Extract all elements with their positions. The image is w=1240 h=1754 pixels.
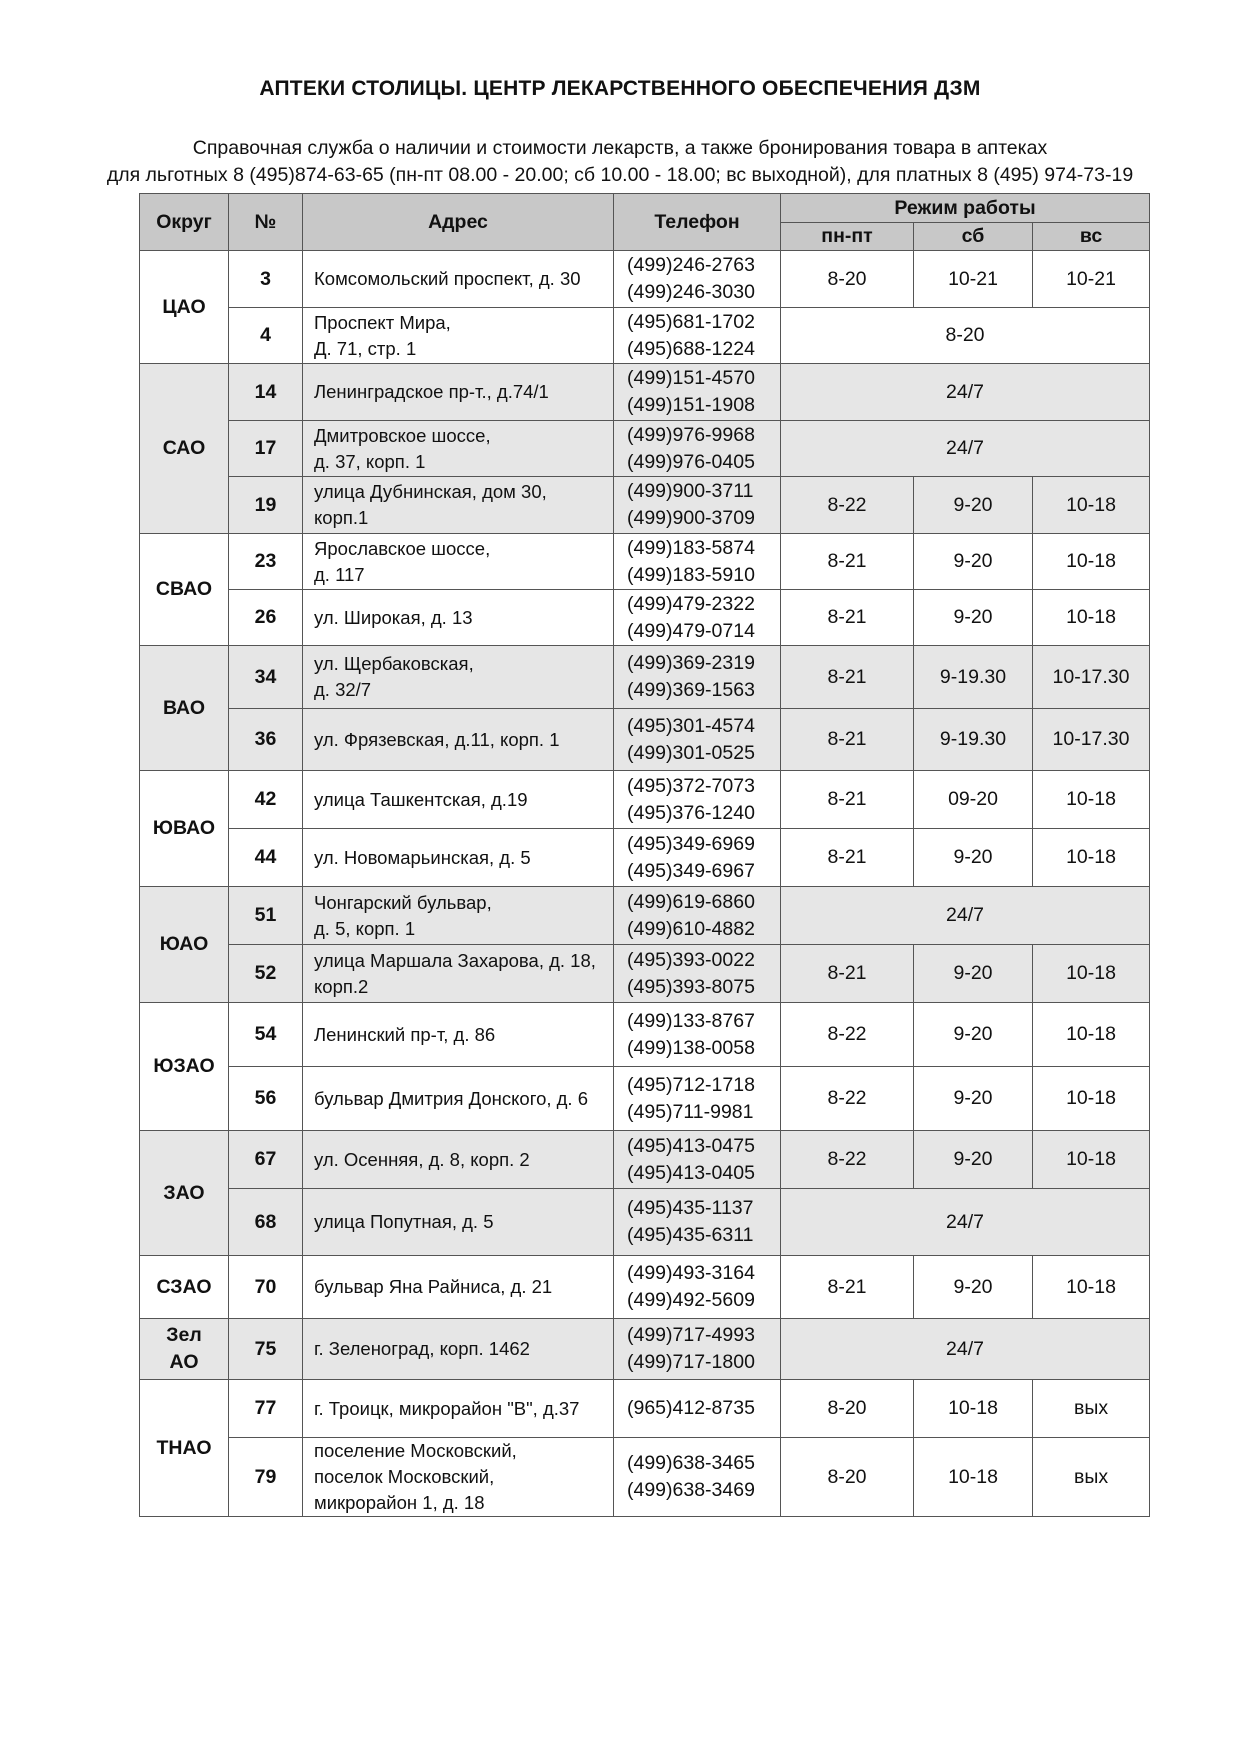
table-row	[140, 1003, 1150, 1067]
phone-number[interactable]: (499)369-2319	[627, 652, 755, 674]
schedule-weekdays: 8-20	[781, 1438, 914, 1517]
phone-number[interactable]: (495)435-6311	[627, 1224, 754, 1246]
schedule-sunday: 10-18	[1033, 829, 1150, 887]
phone-cell	[614, 887, 781, 945]
address-cell: бульвар Яна Райниса, д. 21	[303, 1256, 614, 1319]
pharmacy-number: 3	[229, 251, 303, 308]
pharmacy-number: 54	[229, 1003, 303, 1067]
address-cell: улица Ташкентская, д.19	[303, 771, 614, 829]
schedule-sunday: 10-18	[1033, 771, 1150, 829]
address-cell: Проспект Мира, Д. 71, стр. 1	[303, 308, 614, 364]
header-saturday: сб	[914, 223, 1033, 251]
schedule-all-days: 24/7	[781, 1189, 1150, 1256]
phone-number[interactable]: (499)151-4570	[627, 367, 755, 389]
header-sunday: вс	[1033, 223, 1150, 251]
address-cell: бульвар Дмитрия Донского, д. 6	[303, 1067, 614, 1131]
phone-number[interactable]: (495)413-0405	[627, 1161, 755, 1184]
phone-number[interactable]: (499)900-3709	[627, 507, 755, 529]
address-cell: улица Попутная, д. 5	[303, 1189, 614, 1256]
phone-number[interactable]: (495)413-0475	[627, 1134, 755, 1157]
table-row	[140, 771, 1150, 829]
schedule-weekdays: 8-20	[781, 251, 914, 308]
schedule-weekdays: 8-21	[781, 1256, 914, 1319]
schedule-saturday: 9-20	[914, 1131, 1033, 1189]
okrug-cell: СЗАО	[140, 1256, 229, 1319]
header-schedule: Режим работы	[781, 194, 1150, 223]
phone-cell	[614, 477, 781, 534]
address-cell: Ярославское шоссе, д. 117	[303, 534, 614, 590]
address-cell: Чонгарский бульвар, д. 5, корп. 1	[303, 887, 614, 945]
subtitle-line-1: Справочная служба о наличии и стоимости лекарств, а также бронирования товара в аптеках	[192, 137, 1048, 159]
phone-number[interactable]: (499)138-0058	[627, 1036, 755, 1059]
table-row	[140, 1067, 1150, 1131]
schedule-saturday: 9-20	[914, 590, 1033, 646]
phone-cell	[614, 251, 781, 308]
schedule-all-days: 24/7	[781, 887, 1150, 945]
header-number: №	[229, 194, 303, 251]
schedule-sunday: 10-18	[1033, 1003, 1150, 1067]
table-row	[140, 1438, 1150, 1517]
pharmacy-number: 14	[229, 364, 303, 421]
table-row	[140, 1380, 1150, 1438]
phone-number[interactable]: (499)638-3465	[627, 1452, 755, 1474]
schedule-sunday: 10-18	[1033, 477, 1150, 534]
schedule-saturday: 10-21	[914, 251, 1033, 308]
schedule-saturday: 09-20	[914, 771, 1033, 829]
schedule-weekdays: 8-21	[781, 534, 914, 590]
pharmacy-number: 51	[229, 887, 303, 945]
phone-number[interactable]: (499)183-5874	[627, 536, 755, 559]
okrug-cell: ЗАО	[140, 1131, 229, 1256]
table-body	[140, 251, 1150, 1517]
address-cell: Дмитровское шоссе, д. 37, корп. 1	[303, 421, 614, 477]
pharmacy-number: 44	[229, 829, 303, 887]
phone-number[interactable]: (499)133-8767	[627, 1009, 755, 1032]
table-row	[140, 945, 1150, 1003]
schedule-saturday: 9-20	[914, 945, 1033, 1003]
phone-number[interactable]: (495)393-0022	[627, 948, 755, 971]
phone-cell	[614, 945, 781, 1003]
phone-cell	[614, 1256, 781, 1319]
phone-cell	[614, 590, 781, 646]
schedule-saturday: 9-20	[914, 829, 1033, 887]
schedule-sunday: вых	[1033, 1438, 1150, 1517]
phone-number[interactable]: (499)717-4993	[627, 1324, 755, 1346]
schedule-saturday: 10-18	[914, 1380, 1033, 1438]
schedule-saturday: 9-20	[914, 477, 1033, 534]
pharmacy-number: 75	[229, 1319, 303, 1380]
schedule-saturday: 9-20	[914, 1067, 1033, 1131]
table-row	[140, 251, 1150, 308]
table-row	[140, 1319, 1150, 1380]
schedule-sunday: 10-18	[1033, 1067, 1150, 1131]
phone-number[interactable]: (499)479-0714	[627, 619, 755, 642]
okrug-cell: САО	[140, 364, 229, 534]
phone-cell	[614, 709, 781, 771]
schedule-all-days: 24/7	[781, 1319, 1150, 1380]
phone-cell	[614, 308, 781, 364]
address-cell: г. Троицк, микрорайон "В", д.37	[303, 1380, 614, 1438]
pharmacy-number: 77	[229, 1380, 303, 1438]
table-row	[140, 709, 1150, 771]
phone-cell	[614, 534, 781, 590]
pharmacy-number: 52	[229, 945, 303, 1003]
table-row	[140, 829, 1150, 887]
schedule-sunday: 10-17.30	[1033, 709, 1150, 771]
page-title: АПТЕКИ СТОЛИЦЫ. ЦЕНТР ЛЕКАРСТВЕННОГО ОБЕСПЕЧЕНИЯ ДЗМ	[259, 77, 981, 100]
pharmacy-number: 4	[229, 308, 303, 364]
phone-number[interactable]: (499)976-9968	[627, 423, 755, 446]
table-row	[140, 590, 1150, 646]
phone-number[interactable]: (499)301-0525	[627, 741, 755, 764]
pharmacy-number: 17	[229, 421, 303, 477]
phone-cell	[614, 1131, 781, 1189]
schedule-sunday: 10-18	[1033, 1131, 1150, 1189]
phone-number[interactable]: (495)681-1702	[627, 310, 755, 333]
header-weekdays: пн-пт	[781, 223, 914, 251]
schedule-sunday: 10-18	[1033, 534, 1150, 590]
schedule-sunday: 10-18	[1033, 945, 1150, 1003]
schedule-saturday: 9-19.30	[914, 646, 1033, 709]
phone-number[interactable]: (495)435-1137	[627, 1197, 754, 1219]
schedule-weekdays: 8-21	[781, 829, 914, 887]
schedule-saturday: 9-20	[914, 1256, 1033, 1319]
table-row	[140, 887, 1150, 945]
schedule-weekdays: 8-21	[781, 590, 914, 646]
pharmacy-number: 36	[229, 709, 303, 771]
phone-number[interactable]: (499)717-1800	[627, 1351, 755, 1373]
phone-cell	[614, 646, 781, 709]
schedule-weekdays: 8-22	[781, 1003, 914, 1067]
address-cell: ул. Широкая, д. 13	[303, 590, 614, 646]
subtitle-line-2: для льготных 8 (495)874-63-65 (пн-пт 08.00 - 20.00; сб 10.00 - 18.00; вс выходной), для платных 8 (495) 974-73-19	[106, 164, 1134, 186]
phone-number[interactable]: (495)688-1224	[627, 337, 755, 360]
pharmacy-number: 79	[229, 1438, 303, 1517]
header-phone: Телефон	[614, 194, 781, 251]
phone-number[interactable]: (965)412-8735	[627, 1397, 755, 1419]
schedule-all-days: 8-20	[781, 308, 1150, 364]
table-row	[140, 1189, 1150, 1256]
pharmacy-number: 26	[229, 590, 303, 646]
phone-number[interactable]: (499)638-3469	[627, 1479, 755, 1501]
table-row	[140, 1131, 1150, 1189]
header-address: Адрес	[303, 194, 614, 251]
schedule-saturday: 9-19.30	[914, 709, 1033, 771]
schedule-sunday: 10-18	[1033, 1256, 1150, 1319]
phone-number[interactable]: (499)246-2763	[627, 254, 755, 276]
schedule-sunday: 10-21	[1033, 251, 1150, 308]
schedule-saturday: 9-20	[914, 1003, 1033, 1067]
pharmacy-number: 70	[229, 1256, 303, 1319]
phone-number[interactable]: (495)301-4574	[627, 714, 755, 737]
pharmacy-number: 23	[229, 534, 303, 590]
phone-cell	[614, 1438, 781, 1517]
schedule-weekdays: 8-22	[781, 1131, 914, 1189]
phone-cell	[614, 1319, 781, 1380]
address-cell: ул. Фрязевская, д.11, корп. 1	[303, 709, 614, 771]
phone-number[interactable]: (495)376-1240	[627, 801, 755, 824]
schedule-weekdays: 8-21	[781, 771, 914, 829]
phone-number[interactable]: (499)151-1908	[627, 394, 755, 416]
okrug-cell: ЮВАО	[140, 771, 229, 887]
phone-cell	[614, 771, 781, 829]
schedule-sunday: 10-17.30	[1033, 646, 1150, 709]
table-row	[140, 534, 1150, 590]
pharmacy-number: 34	[229, 646, 303, 709]
phone-number[interactable]: (495)349-6969	[627, 832, 755, 855]
address-cell: улица Маршала Захарова, д. 18, корп.2	[303, 945, 614, 1003]
okrug-cell: Зел АО	[140, 1319, 229, 1380]
pharmacy-number: 67	[229, 1131, 303, 1189]
address-cell: г. Зеленоград, корп. 1462	[303, 1319, 614, 1380]
pharmacy-number: 56	[229, 1067, 303, 1131]
table-row	[140, 1256, 1150, 1319]
address-cell: Ленинградское пр-т., д.74/1	[303, 364, 614, 421]
table-row	[140, 364, 1150, 421]
schedule-weekdays: 8-20	[781, 1380, 914, 1438]
okrug-cell: ТНАО	[140, 1380, 229, 1517]
schedule-sunday: 10-18	[1033, 590, 1150, 646]
phone-number[interactable]: (495)393-8075	[627, 975, 755, 998]
table-row	[140, 646, 1150, 709]
phone-number[interactable]: (495)349-6967	[627, 859, 755, 882]
phone-cell	[614, 829, 781, 887]
pharmacy-table	[139, 193, 1150, 1517]
phone-number[interactable]: (495)711-9981	[627, 1100, 754, 1123]
phone-cell	[614, 1380, 781, 1438]
pharmacy-number: 19	[229, 477, 303, 534]
phone-number[interactable]: (495)712-1718	[627, 1073, 755, 1096]
pharmacy-number: 68	[229, 1189, 303, 1256]
okrug-cell: ЮЗАО	[140, 1003, 229, 1131]
phone-number[interactable]: (499)492-5609	[627, 1289, 755, 1311]
address-cell: ул. Осенняя, д. 8, корп. 2	[303, 1131, 614, 1189]
okrug-cell: ЮАО	[140, 887, 229, 1003]
phone-cell	[614, 364, 781, 421]
table-row	[140, 308, 1150, 364]
address-cell: Ленинский пр-т, д. 86	[303, 1003, 614, 1067]
header-okrug: Округ	[140, 194, 229, 251]
okrug-cell: ЦАО	[140, 251, 229, 364]
phone-cell	[614, 1003, 781, 1067]
phone-number[interactable]: (499)246-3030	[627, 281, 755, 303]
schedule-saturday: 10-18	[914, 1438, 1033, 1517]
address-cell: улица Дубнинская, дом 30, корп.1	[303, 477, 614, 534]
schedule-all-days: 24/7	[781, 364, 1150, 421]
phone-number[interactable]: (499)493-3164	[627, 1262, 755, 1284]
schedule-weekdays: 8-21	[781, 646, 914, 709]
phone-number[interactable]: (499)900-3711	[627, 480, 754, 502]
schedule-weekdays: 8-21	[781, 945, 914, 1003]
schedule-saturday: 9-20	[914, 534, 1033, 590]
schedule-all-days: 24/7	[781, 421, 1150, 477]
phone-number[interactable]: (499)610-4882	[627, 917, 755, 940]
okrug-cell: ВАО	[140, 646, 229, 771]
okrug-cell: СВАО	[140, 534, 229, 646]
phone-cell	[614, 421, 781, 477]
phone-number[interactable]: (499)976-0405	[627, 450, 755, 473]
address-cell: ул. Щербаковская, д. 32/7	[303, 646, 614, 709]
phone-cell	[614, 1067, 781, 1131]
phone-cell	[614, 1189, 781, 1256]
address-cell: Комсомольский проспект, д. 30	[303, 251, 614, 308]
table-row	[140, 477, 1150, 534]
phone-number[interactable]: (495)372-7073	[627, 774, 755, 797]
schedule-weekdays: 8-22	[781, 477, 914, 534]
schedule-weekdays: 8-21	[781, 709, 914, 771]
phone-number[interactable]: (499)619-6860	[627, 890, 755, 913]
pharmacy-number: 42	[229, 771, 303, 829]
table-row	[140, 421, 1150, 477]
phone-number[interactable]: (499)183-5910	[627, 563, 755, 586]
phone-number[interactable]: (499)479-2322	[627, 592, 755, 615]
phone-number[interactable]: (499)369-1563	[627, 679, 755, 701]
address-cell: поселение Московский, поселок Московский, микрорайон 1, д. 18	[303, 1438, 614, 1517]
schedule-weekdays: 8-22	[781, 1067, 914, 1131]
schedule-sunday: вых	[1033, 1380, 1150, 1438]
address-cell: ул. Новомарьинская, д. 5	[303, 829, 614, 887]
